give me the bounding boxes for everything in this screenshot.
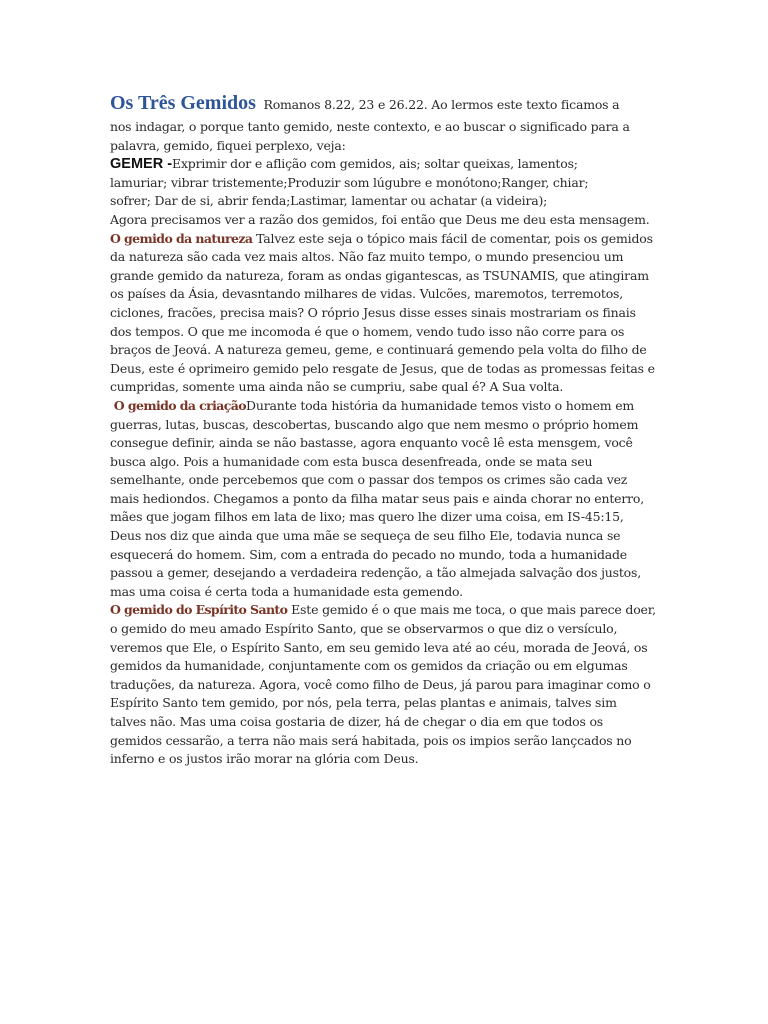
section-criacao-line: semelhante, onde percebemos que com o passar dos tempos os crimes são cada vez	[110, 472, 628, 488]
section-natureza-line: braços de Jeová. A natureza gemeu, geme, e continuará gemendo pela volta do filho de	[110, 342, 647, 358]
section-natureza-text: Talvez este seja o tópico mais fácil de comentar, pois os gemidos	[252, 230, 653, 246]
section-espirito-line: inferno e os justos irão morar na glória com Deus.	[110, 751, 419, 767]
section-criacao-line: guerras, lutas, buscas, descobertas, buscando algo que nem mesmo o próprio homem	[110, 416, 639, 432]
section-heading-espirito-santo: O gemido do Espírito Santo	[110, 602, 288, 618]
section-espirito-line: o gemido do meu amado Espírito Santo, que se observarmos o que diz o versículo,	[110, 621, 618, 637]
section-natureza-line: ciclones, fracões, precisa mais? O róprio Jesus disse esses sinais mostrariam os finais	[110, 304, 636, 320]
intro-line-1: Romanos 8.22, 23 e 26.22. Ao lermos este texto ficamos a	[263, 97, 620, 112]
definition-line-1	[110, 155, 658, 174]
section-espirito-text: Este gemido é o que mais me toca, o que mais parece doer,	[287, 602, 656, 618]
definition-term: GEMER -	[110, 156, 173, 173]
section-criacao-line: passou a gemer, desejando a verdadeira redenção, a tão almejada salvação dos justos,	[110, 565, 641, 581]
section-criacao-line: busca algo. Pois a humanidade com esta busca desenfreada, onde se mata seu	[110, 453, 593, 469]
title-line	[110, 90, 658, 118]
section-criacao-line: consegue definir, ainda se não bastasse, agora enquanto você lê esta mensgem, você	[110, 435, 633, 451]
section-heading-criacao: O gemido da criação	[113, 397, 247, 413]
section-criacao-line: esquecerá do homem. Sim, com a entrada do pecado no mundo, toda a humanidade	[110, 546, 627, 562]
definition-line-3: sofrer; Dar de si, abrir fenda;Lastimar, lamentar ou achatar (a videira);	[110, 193, 548, 209]
section-espirito-line: traduções, da natureza. Agora, você como filho de Deus, já parou para imaginar como o	[110, 676, 651, 692]
section-natureza-line: os países da Ásia, devasntando milhares de vidas. Vulcões, maremotos, terremotos,	[110, 286, 624, 302]
section-criacao-line: mas uma coisa é certa toda a humanidade esta gemendo.	[110, 583, 463, 599]
section-natureza-line: dos tempos. O que me incomoda é que o homem, vendo tudo isso não corre para os	[110, 323, 625, 339]
intro-line-2: nos indagar, o porque tanto gemido, neste contexto, e ao buscar o significado para a	[110, 119, 630, 134]
section-espirito-line: gemidos da humanidade, conjuntamente com os gemidos da criação ou em elgumas	[110, 658, 628, 674]
intro-line-3: palavra, gemido, fiquei perplexo, veja:	[110, 137, 346, 153]
section-espirito-line: gemidos cessarão, a terra não mais será habitada, pois os impios serão lançcados no	[110, 732, 632, 748]
section-espirito-line: veremos que Ele, o Espírito Santo, em seu gemido leva até ao céu, morada de Jeová, os	[110, 639, 648, 655]
section-espirito-line: talves não. Mas uma coisa gostaria de dizer, há de chegar o dia em que todos os	[110, 714, 604, 729]
document-title: Os Três Gemidos	[110, 92, 256, 114]
definition-line-4: Agora precisamos ver a razão dos gemidos, foi então que Deus me deu esta mensagem.	[110, 211, 650, 227]
section-criacao-line: mais hediondos. Chegamos a ponto da filha matar seus pais e ainda chorar no enterro,	[110, 490, 645, 506]
section-natureza-line: Deus, este é oprimeiro gemido pelo resgate de Jesus, que de todas as promessas feitas e	[110, 360, 655, 376]
section-espirito-line: Espírito Santo tem gemido, por nós, pela terra, pelas plantas e animais, talves sim	[110, 695, 617, 711]
section-criacao-text: Durante toda história da humanidade temos visto o homem em	[246, 397, 635, 413]
document-page	[110, 90, 658, 769]
definition-line-2: lamuriar; vibrar tristemente;Produzir som lúgubre e monótono;Ranger, chiar;	[110, 174, 589, 190]
section-natureza-line: da natureza são cada vez mais altos. Não faz muito tempo, o mundo presenciou um	[110, 249, 624, 265]
definition-text-1: Exprimir dor e aflição com gemidos, ais; soltar queixas, lamentos;	[172, 156, 578, 172]
section-natureza-line: grande gemido da natureza, foram as ondas gigantescas, as TSUNAMIS, que atingiram	[110, 267, 649, 283]
section-natureza-line: cumpridas, somente uma ainda não se cumpriu, sabe qual é? A Sua volta.	[110, 379, 564, 395]
section-natureza-line-1	[110, 230, 658, 249]
section-criacao-line-1	[110, 397, 658, 416]
section-heading-natureza: O gemido da natureza	[110, 230, 253, 246]
section-criacao-line: mães que jogam filhos em lata de lixo; mas quero lhe dizer uma coisa, em IS-45:15,	[110, 509, 624, 525]
section-criacao-line: Deus nos diz que ainda que uma mãe se sequeça de seu filho Ele, todavia nunca se	[110, 528, 621, 544]
section-espirito-line-1	[110, 601, 658, 620]
